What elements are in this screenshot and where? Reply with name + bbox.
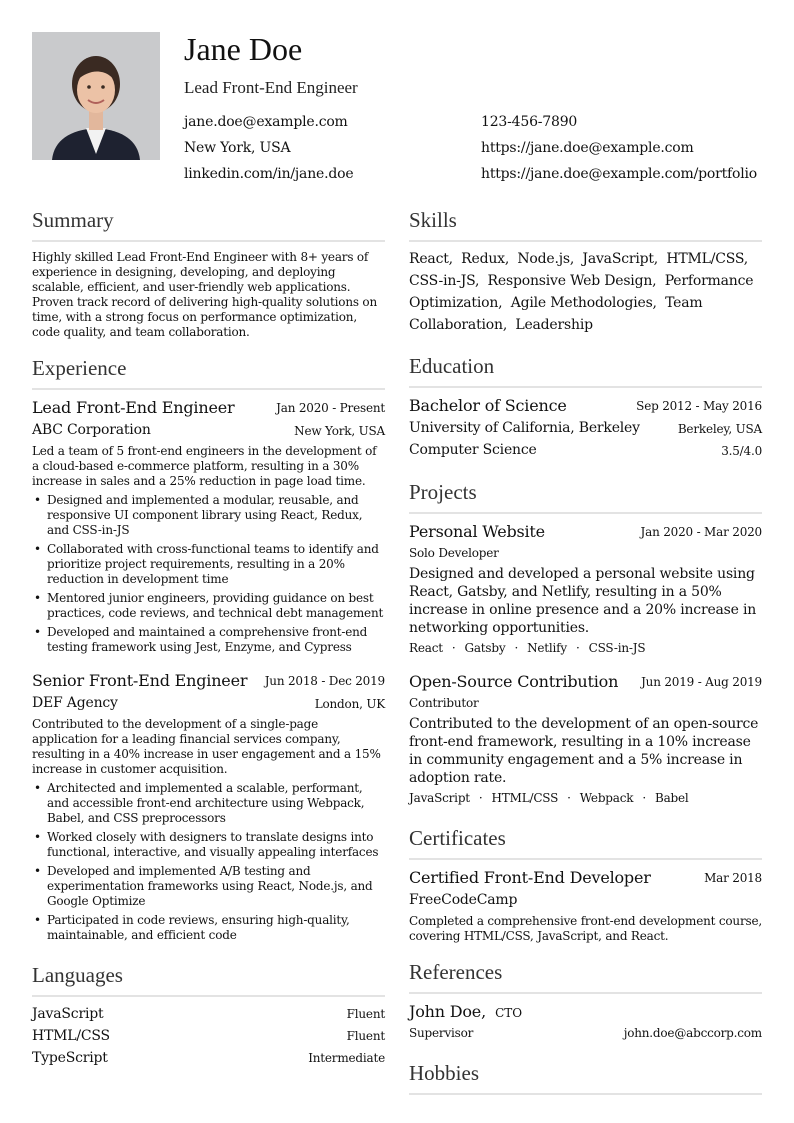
- skill-item: JavaScript,: [582, 251, 659, 267]
- job-company: DEF Agency: [32, 695, 118, 711]
- contact-location: New York, USA: [184, 140, 291, 156]
- project-dates: Jun 2019 - Aug 2019: [641, 675, 762, 689]
- certificates-heading: Certificates: [409, 826, 506, 850]
- summary-divider: [32, 240, 385, 242]
- education-heading: Education: [409, 354, 495, 378]
- job-bullets: [32, 493, 385, 659]
- job-bullets: [32, 781, 385, 947]
- tag-separator: ·: [514, 641, 519, 655]
- language-name: JavaScript: [32, 1006, 104, 1022]
- tag-separator: ·: [576, 641, 580, 655]
- contact-website[interactable]: https://jane.doe@example.com: [481, 140, 694, 156]
- hobbies-divider: [409, 1093, 762, 1095]
- skill-item: Leadership: [515, 317, 593, 333]
- experience-heading: Experience: [32, 356, 127, 380]
- tag-separator: ·: [567, 791, 571, 805]
- education-dates: Sep 2012 - May 2016: [636, 399, 762, 413]
- project-tag: Gatsby: [464, 641, 506, 655]
- language-name: HTML/CSS: [32, 1028, 110, 1044]
- job-summary: Led a team of 5 front-end engineers in the development of a cloud-based e-commerce platform, resulting in a 30% increase in sales and a 25% reduction in page load time.: [32, 444, 377, 488]
- projects-heading: Projects: [409, 480, 477, 504]
- profile-photo: [32, 32, 160, 160]
- projects-divider: [409, 512, 762, 514]
- tag-separator: ·: [478, 791, 483, 805]
- reference-line: [409, 1002, 522, 1021]
- job-location: London, UK: [314, 697, 385, 711]
- language-level: Fluent: [346, 1007, 385, 1021]
- education-field: Computer Science: [409, 442, 537, 458]
- certificates-divider: [409, 858, 762, 860]
- job-dates: Jun 2018 - Dec 2019: [264, 674, 385, 688]
- job-summary: Contributed to the development of a single-page application for a leading financial services company, resulting in a 40% increase in user engagement and a 15% increase in customer acquisition.: [32, 717, 381, 776]
- skill-item: Node.js,: [517, 251, 575, 267]
- certificate-description: Completed a comprehensive front-end development course, covering HTML/CSS, JavaScript, and React.: [409, 914, 762, 943]
- project-description: Contributed to the development of an open-source front-end framework, resulting in a 10% increase in community engagement and a 5% increase in adoption rate.: [409, 716, 759, 786]
- contact-phone[interactable]: 123-456-7890: [481, 114, 578, 130]
- job-bullet: • Architected and implemented a scalable, performant, and accessible front-end architecture using Webpack, Babel, and CSS preprocessors: [32, 781, 385, 826]
- certificate-issuer: FreeCodeCamp: [409, 892, 518, 908]
- reference-relation: Supervisor: [409, 1026, 474, 1040]
- project-tag: Netlify: [527, 641, 567, 655]
- reference-name: John Doe,: [409, 1002, 486, 1021]
- skill-item: React,: [409, 251, 453, 267]
- project-tags: [409, 641, 645, 655]
- summary-heading: Summary: [32, 208, 114, 232]
- education-school: University of California, Berkeley: [409, 420, 640, 436]
- language-level: Fluent: [346, 1029, 385, 1043]
- project-tag: HTML/CSS: [491, 791, 559, 805]
- skills-list: [409, 248, 762, 336]
- candidate-title: Lead Front-End Engineer: [184, 78, 358, 97]
- job-bullet: • Developed and implemented A/B testing and experimentation frameworks using React, Node.js, and Google Optimize: [32, 864, 385, 909]
- skill-item: Redux,: [461, 251, 510, 267]
- candidate-name: Jane Doe: [184, 31, 303, 67]
- project-description: Designed and developed a personal website using React, Gatsby, and Netlify, resulting in a 50% increase in online presence and a 20% increase in networking opportunities.: [409, 566, 757, 636]
- skill-item: Responsive Web Design,: [487, 273, 657, 289]
- skills-heading: Skills: [409, 208, 457, 232]
- skill-item: CSS-in-JS,: [409, 273, 480, 289]
- language-level: Intermediate: [308, 1051, 385, 1065]
- job-dates: Jan 2020 - Present: [276, 401, 385, 415]
- project-name: Personal Website: [409, 522, 545, 541]
- project-role: Solo Developer: [409, 546, 499, 560]
- tag-separator: ·: [451, 641, 456, 655]
- job-role: Lead Front-End Engineer: [32, 398, 235, 417]
- skill-item: HTML/CSS,: [666, 251, 749, 267]
- skill-item: Agile Methodologies,: [510, 295, 657, 311]
- skills-divider: [409, 240, 762, 242]
- job-bullet: • Participated in code reviews, ensuring high-quality, maintainable, and efficient code: [32, 913, 385, 943]
- education-degree: Bachelor of Science: [409, 396, 567, 415]
- project-tag: Babel: [654, 791, 689, 805]
- experience-divider: [32, 388, 385, 390]
- project-tag: React: [409, 641, 443, 655]
- education-divider: [409, 386, 762, 388]
- contact-linkedin[interactable]: linkedin.com/in/jane.doe: [184, 166, 354, 182]
- languages-divider: [32, 995, 385, 997]
- reference-position: CTO: [495, 1006, 523, 1020]
- summary-text: Highly skilled Lead Front-End Engineer with 8+ years of experience in designing, developing, and deploying scalable, efficient, and user-friendly web applications. Proven track record of delivering high-quality solutions on time, with a strong focus on performance optimization, code quality, and team collaboration.: [32, 250, 377, 339]
- tag-separator: ·: [642, 791, 646, 805]
- project-tag: JavaScript: [409, 791, 470, 805]
- education-gpa: 3.5/4.0: [721, 444, 762, 458]
- education-location: Berkeley, USA: [677, 422, 762, 436]
- project-tag: Webpack: [579, 791, 634, 805]
- skill-item: Performance Optimization,: [409, 273, 754, 311]
- project-dates: Jan 2020 - Mar 2020: [640, 525, 762, 539]
- job-bullet: • Developed and maintained a comprehensive front-end testing framework using Jest, Enzyme, and Cypress: [32, 625, 385, 655]
- job-bullet: • Worked closely with designers to translate designs into functional, interactive, and visually appealing interfaces: [32, 830, 385, 860]
- job-role: Senior Front-End Engineer: [32, 671, 248, 690]
- job-bullet: • Designed and implemented a modular, reusable, and responsive UI component library using React, Redux, and CSS-in-JS: [32, 493, 385, 538]
- languages-heading: Languages: [32, 963, 123, 987]
- job-company: ABC Corporation: [32, 422, 151, 438]
- reference-email[interactable]: john.doe@abccorp.com: [623, 1026, 762, 1040]
- language-name: TypeScript: [32, 1050, 108, 1066]
- contact-portfolio[interactable]: https://jane.doe@example.com/portfolio: [481, 166, 758, 182]
- hobbies-heading: Hobbies: [409, 1061, 479, 1085]
- project-tags: [409, 791, 689, 805]
- skill-item: Team Collaboration,: [409, 295, 703, 333]
- project-name: Open-Source Contribution: [409, 672, 619, 691]
- project-tag: CSS-in-JS: [588, 641, 646, 655]
- references-divider: [409, 992, 762, 994]
- contact-email[interactable]: jane.doe@example.com: [184, 114, 348, 130]
- references-heading: References: [409, 960, 503, 984]
- certificate-name: Certified Front-End Developer: [409, 868, 651, 887]
- project-role: Contributor: [409, 696, 479, 710]
- job-bullet: • Mentored junior engineers, providing guidance on best practices, code reviews, and technical debt management: [32, 591, 385, 621]
- certificate-date: Mar 2018: [704, 871, 762, 885]
- job-bullet: • Collaborated with cross-functional teams to identify and prioritize project requirements, resulting in a 20% reduction in development time: [32, 542, 385, 587]
- job-location: New York, USA: [294, 424, 385, 438]
